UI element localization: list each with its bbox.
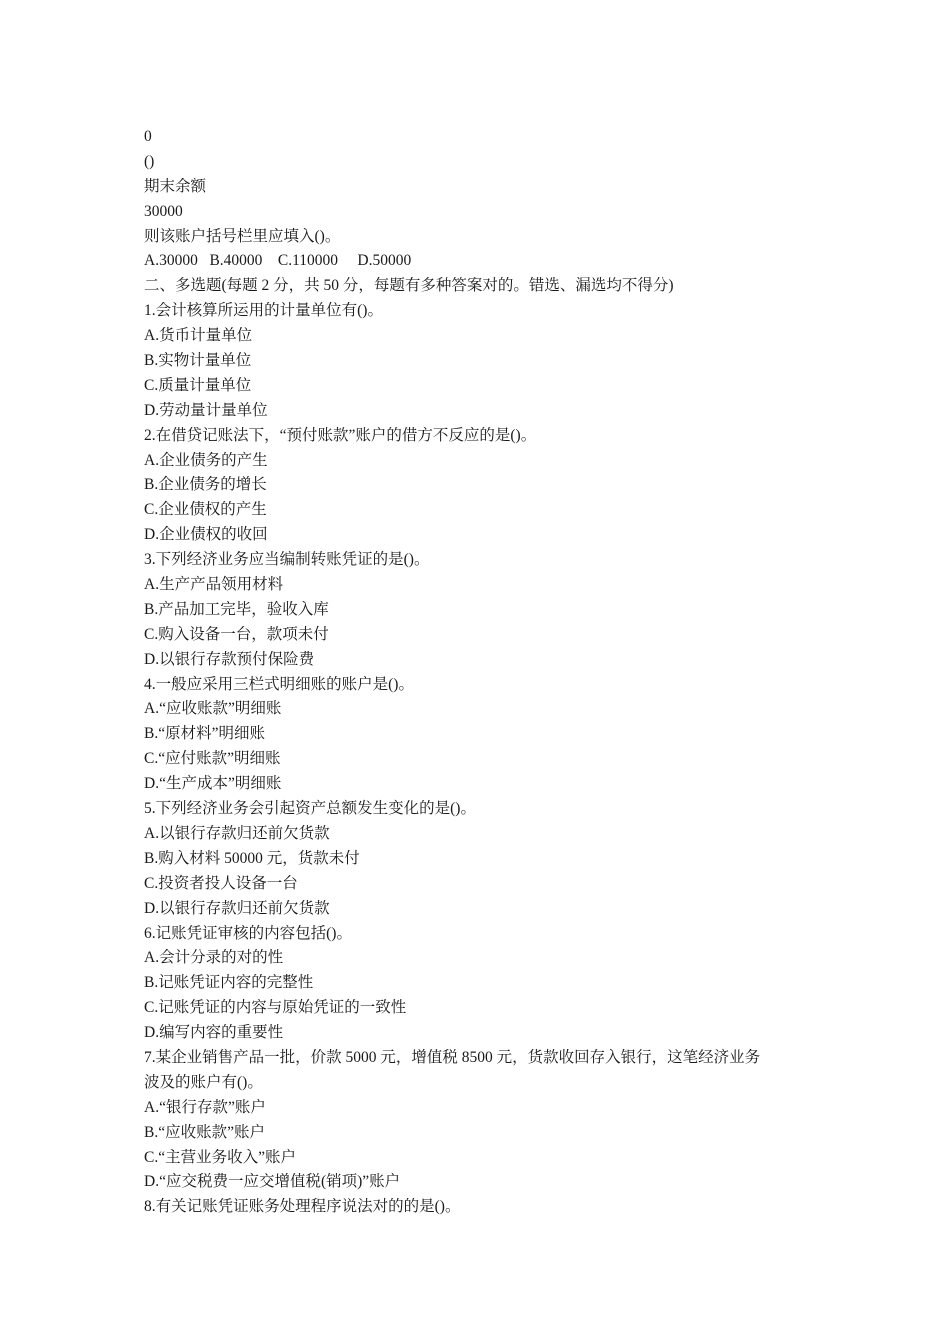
answer-option: D.以银行存款归还前欠货款: [144, 899, 330, 917]
answer-option: B.购入材料 50000 元，货款未付: [144, 849, 360, 867]
answer-option: B.“原材料”明细账: [144, 725, 265, 743]
answer-option: C.企业债权的产生: [144, 501, 267, 519]
answer-options: A.30000 B.40000 C.110000 D.50000: [144, 252, 412, 270]
question-text: 7.某企业销售产品一批，价款 5000 元，增值税 8500 元，货款收回存入银行，这笔经济业务: [144, 1048, 761, 1066]
answer-option: B.企业债务的增长: [144, 476, 267, 494]
answer-option: B.产品加工完毕，验收入库: [144, 600, 329, 618]
answer-option: A.以银行存款归还前欠货款: [144, 824, 330, 842]
answer-option: C.“应付账款”明细账: [144, 750, 281, 768]
question-text: 3.下列经济业务应当编制转账凭证的是()。: [144, 551, 430, 569]
answer-option: B.“应收账款”账户: [144, 1123, 265, 1141]
question-text: 2.在借贷记账法下，“预付账款”账户的借方不反应的是()。: [144, 426, 537, 444]
text-line: (): [144, 152, 155, 170]
answer-option: D.企业债权的收回: [144, 526, 268, 544]
answer-option: C.记账凭证的内容与原始凭证的一致性: [144, 999, 407, 1017]
answer-option: C.“主营业务收入”账户: [144, 1148, 296, 1166]
question-text: 则该账户括号栏里应填入()。: [144, 227, 341, 245]
answer-option: D.以银行存款预付保险费: [144, 650, 315, 668]
answer-option: A.货币计量单位: [144, 327, 253, 345]
document-body: [144, 125, 824, 1220]
answer-option: B.实物计量单位: [144, 352, 252, 370]
question-text: 5.下列经济业务会引起资产总额发生变化的是()。: [144, 800, 476, 818]
question-text: 1.会计核算所运用的计量单位有()。: [144, 302, 383, 320]
answer-option: D.“生产成本”明细账: [144, 775, 282, 793]
question-text: 6.记账凭证审核的内容包括()。: [144, 924, 352, 942]
question-text-continued: 波及的账户有()。: [144, 1073, 263, 1091]
answer-option: A.企业债务的产生: [144, 451, 268, 469]
answer-option: C.投资者投人设备一台: [144, 874, 298, 892]
question-text: 4.一般应采用三栏式明细账的账户是()。: [144, 675, 414, 693]
section-heading: 二、多选题(每题 2 分，共 50 分，每题有多种答案对的。错选、漏选均不得分): [144, 277, 674, 295]
answer-option: B.记账凭证内容的完整性: [144, 974, 314, 992]
text-line: 0: [144, 128, 152, 145]
answer-option: C.购入设备一台，款项未付: [144, 625, 329, 643]
answer-option: A.会计分录的对的性: [144, 949, 284, 967]
text-line: 30000: [144, 202, 183, 220]
answer-option: D.编写内容的重要性: [144, 1024, 284, 1042]
answer-option: D.劳动量计量单位: [144, 401, 268, 419]
text-line: 期末余额: [144, 177, 207, 195]
answer-option: D.“应交税费一应交增值税(销项)”账户: [144, 1173, 401, 1191]
answer-option: A.“应收账款”明细账: [144, 700, 282, 718]
answer-option: C.质量计量单位: [144, 376, 252, 394]
answer-option: A.“银行存款”账户: [144, 1098, 266, 1116]
answer-option: A.生产产品领用材料: [144, 576, 284, 594]
question-text: 8.有关记账凭证账务处理程序说法对的的是()。: [144, 1198, 461, 1216]
